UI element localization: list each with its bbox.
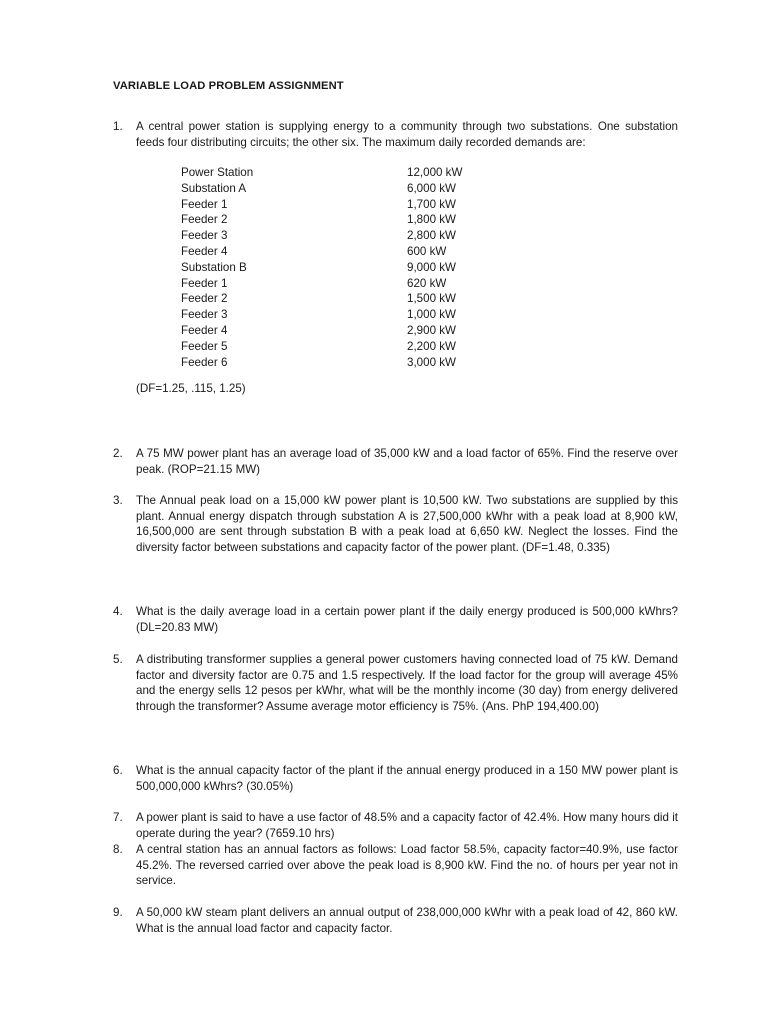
problem-4 (113, 604, 678, 635)
row-label: Substation A (181, 181, 247, 195)
problem-6 (113, 763, 678, 794)
row-label: Feeder 1 (181, 197, 228, 211)
row-value: 3,000 kW (407, 355, 456, 369)
problem-text: A central power station is supplying energy to a community through two substations. One substation feeds four distributing circuits; the other six. The maximum daily recorded demands are: (136, 120, 678, 149)
problem-number: 1. (113, 120, 123, 133)
row-value: 6,000 kW (407, 181, 456, 195)
row-label: Feeder 3 (181, 308, 228, 322)
row-label: Feeder 4 (181, 244, 228, 258)
problem-text: A power plant is said to have a use factor of 48.5% and a capacity factor of 42.4%. How many hours did it operate during the year? (7659.10 hrs) (136, 811, 678, 840)
row-value: 1,800 kW (407, 213, 456, 227)
problem-text: A distributing transformer supplies a general power customers having connected load of 75 kW. Demand factor and diversity factor are 0.75 and 1.5 respectively. If the load factor for the group will average 45% and the energy sells 12 pesos per kWhr, what will be the monthly income (30 day) from energy delivered through the transformer? Assume average motor efficiency is 75%. (Ans. PhP 194,400.00) (136, 653, 678, 713)
problem-1 (113, 119, 678, 150)
row-value: 600 kW (407, 244, 447, 258)
problem-text: A 50,000 kW steam plant delivers an annual output of 238,000,000 kWhr with a peak load of 42, 860 kW. What is the annual load factor and capacity factor. (136, 906, 678, 935)
problem-text: What is the daily average load in a certain power plant if the daily energy produced is 500,000 kWhrs? (DL=20.83 MW) (136, 605, 678, 634)
row-value: 2,900 kW (407, 323, 456, 337)
problem-2 (113, 446, 678, 477)
problem-number: 7. (113, 811, 123, 824)
row-label: Feeder 1 (181, 276, 228, 290)
row-value: 1,500 kW (407, 292, 456, 306)
row-value: 1,700 kW (407, 197, 456, 211)
row-label: Power Station (181, 166, 254, 179)
row-value: 2,800 kW (407, 229, 456, 243)
row-label: Feeder 2 (181, 213, 228, 227)
problem-text: A central station has an annual factors as follows: Load factor 58.5%, capacity factor=40.9%, use factor 45.2%. The reversed carried over above the peak load is 8,900 kW. Find the no. of hours per year not in service. (136, 843, 678, 888)
problem-5 (113, 652, 678, 714)
problem-text: The Annual peak load on a 15,000 kW power plant is 10,500 kW. Two substations are supplied by this plant. Annual energy dispatch through substation A is 27,500,000 kWhr with a peak load at 8,900 kW, 16,500,000 are sent through substation B with a peak load at 6,650 kW. Neglect the losses. Find the diversity factor between substations and capacity factor of the power plant. (DF=1.48, 0.335) (136, 494, 678, 554)
row-label: Feeder 3 (181, 229, 228, 243)
problem-number: 6. (113, 764, 123, 777)
problem-text: A 75 MW power plant has an average load of 35,000 kW and a load factor of 65%. Find the reserve over peak. (ROP=21.15 MW) (136, 447, 678, 476)
row-value: 9,000 kW (407, 260, 456, 274)
problem-7 (113, 810, 678, 841)
problem-number: 9. (113, 906, 123, 919)
row-value: 620 kW (407, 276, 447, 290)
problem-1-answer: (DF=1.25, .115, 1.25) (136, 382, 246, 395)
row-label: Feeder 2 (181, 292, 228, 306)
problem-number: 4. (113, 605, 123, 618)
problem-number: 3. (113, 494, 123, 507)
row-label: Feeder 6 (181, 355, 228, 369)
problem-number: 5. (113, 653, 123, 666)
row-value: 1,000 kW (407, 308, 456, 322)
problem-9 (113, 905, 678, 936)
row-label: Feeder 4 (181, 323, 228, 337)
problem-3 (113, 493, 678, 555)
problem-number: 8. (113, 843, 123, 856)
row-value: 12,000 kW (407, 166, 463, 179)
row-value: 2,200 kW (407, 339, 456, 353)
row-label: Substation B (181, 260, 247, 274)
problem-number: 2. (113, 447, 123, 460)
problem-text: What is the annual capacity factor of the plant if the annual energy produced in a 150 MW power plant is 500,000,000 kWhrs? (30.05%) (136, 764, 678, 793)
row-label: Feeder 5 (181, 339, 228, 353)
document-title: VARIABLE LOAD PROBLEM ASSIGNMENT (113, 80, 344, 92)
problem-8 (113, 842, 678, 889)
